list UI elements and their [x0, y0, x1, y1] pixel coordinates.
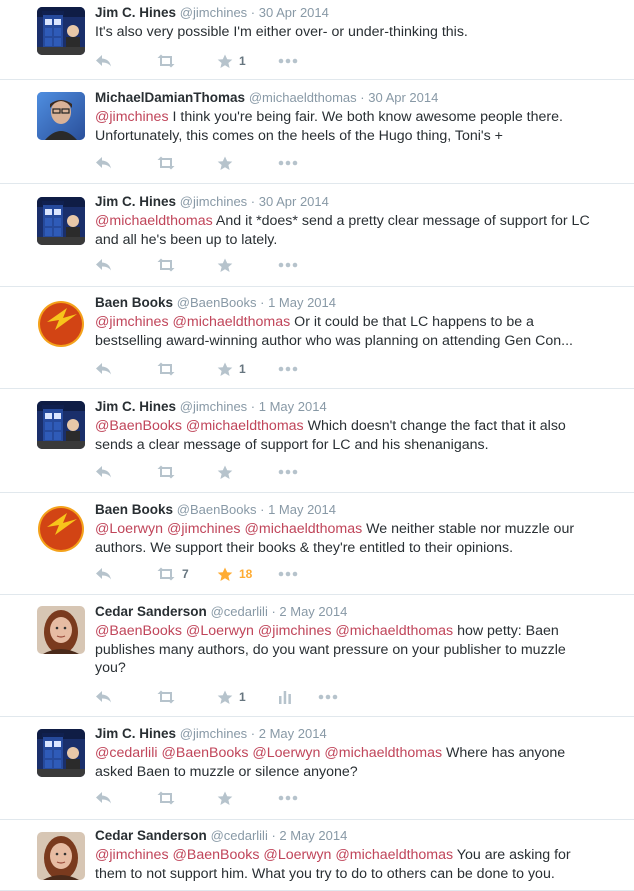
favorite-button[interactable] — [217, 362, 278, 377]
tweet-actions — [95, 155, 339, 171]
tweet-header — [95, 294, 624, 312]
tweet-text — [95, 744, 624, 781]
author-handle[interactable]: @jimchines — [179, 194, 248, 209]
tweet-actions — [95, 464, 339, 480]
more-button[interactable] — [278, 366, 339, 372]
tweet[interactable] — [0, 184, 634, 287]
reply-button[interactable] — [95, 362, 156, 376]
retweet-button[interactable] — [156, 258, 217, 272]
mention-link[interactable]: @jimchines — [95, 109, 169, 125]
date-separator: · — [247, 399, 259, 414]
retweet-icon — [156, 567, 176, 581]
star-icon — [217, 567, 233, 582]
tweet-actions — [95, 257, 339, 273]
retweet-icon — [156, 690, 176, 704]
date-separator: · — [247, 194, 259, 209]
reply-button[interactable] — [95, 567, 156, 581]
star-icon — [217, 362, 233, 377]
tweet[interactable] — [0, 287, 634, 389]
tweet-text — [95, 313, 624, 350]
reply-button[interactable] — [95, 465, 156, 479]
retweet-button[interactable] — [156, 54, 217, 68]
star-icon — [217, 690, 233, 705]
portrait-avatar[interactable] — [37, 92, 85, 140]
tweet-text-body: Or it could be that LC happens to be a — [290, 314, 534, 330]
tweet-header — [95, 827, 624, 845]
retweet-icon — [156, 54, 176, 68]
retweet-icon — [156, 258, 176, 272]
tweet-header — [95, 725, 624, 743]
more-dots-icon — [278, 160, 298, 166]
tweet-date[interactable]: 1 May 2014 — [268, 295, 336, 310]
star-icon — [217, 465, 233, 480]
mention-link[interactable]: @BaenBooks — [95, 418, 182, 434]
tweet[interactable] — [0, 0, 634, 80]
mention-link[interactable]: @michaeldthomas — [185, 418, 304, 434]
tweet-text-line — [95, 763, 624, 782]
tweet-text-line — [95, 417, 624, 436]
date-separator: · — [247, 726, 259, 741]
tweet[interactable] — [0, 80, 634, 184]
tweet-actions — [95, 361, 339, 377]
mention-link[interactable]: @Loerwyn — [185, 623, 254, 639]
tweet-date[interactable]: 30 Apr 2014 — [368, 90, 439, 105]
tweet-header — [95, 193, 624, 211]
tweet-header — [95, 89, 624, 107]
mention-link[interactable]: @BaenBooks — [172, 847, 260, 863]
reply-button[interactable] — [95, 791, 156, 805]
tweet-text-line — [95, 313, 624, 332]
author-name[interactable]: Baen Books — [95, 502, 174, 517]
more-button[interactable] — [278, 795, 339, 801]
bar-chart-icon — [278, 690, 292, 704]
tweet-text-line — [95, 231, 624, 250]
tweet-actions — [95, 790, 339, 806]
tweet-text-body: I think you're being fair. We both know awesome people there. — [168, 109, 563, 125]
tweet-text-line — [95, 622, 624, 641]
tweet-actions — [95, 689, 379, 705]
tweet-text-line — [95, 539, 624, 558]
author-handle[interactable]: @jimchines — [179, 5, 248, 20]
star-icon — [217, 258, 233, 273]
tweet-text-body: sends a clear message of support for LC and his shenanigans. — [95, 436, 489, 453]
reply-icon — [95, 690, 112, 704]
tweet-date[interactable]: 30 Apr 2014 — [258, 5, 329, 20]
tweet-text-line — [95, 846, 624, 865]
more-button[interactable] — [278, 262, 339, 268]
tweet-text — [95, 846, 624, 883]
tweet-text-line — [95, 641, 624, 660]
retweet-icon — [156, 465, 176, 479]
retweet-button[interactable] — [156, 156, 217, 170]
tweet-header — [95, 603, 624, 621]
tweet-text-body: Where has anyone — [442, 745, 566, 761]
author-name[interactable]: Jim C. Hines — [95, 194, 177, 209]
tweet-text-body: Unfortunately, this comes on the heels of the Hugo thing, Toni's + — [95, 127, 503, 144]
retweet-icon — [156, 156, 176, 170]
tweet[interactable] — [0, 493, 634, 595]
reply-icon — [95, 54, 112, 68]
retweet-button[interactable] — [156, 791, 217, 805]
more-button[interactable] — [278, 160, 339, 166]
stats-button[interactable] — [278, 690, 318, 704]
reply-button[interactable] — [95, 54, 156, 68]
tweet-text-body: authors. We support their books & they're entitled to their opinions. — [95, 539, 514, 556]
tweet[interactable] — [0, 389, 634, 493]
author-name[interactable]: Jim C. Hines — [95, 5, 177, 20]
date-separator: · — [256, 502, 269, 517]
mention-link[interactable]: @jimchines — [257, 623, 332, 639]
cedar-avatar[interactable] — [37, 832, 85, 880]
more-button[interactable] — [278, 58, 339, 64]
tweet-text — [95, 622, 624, 678]
author-handle[interactable]: @cedarlili — [210, 604, 268, 619]
retweet-button[interactable] — [156, 465, 217, 479]
reply-button[interactable] — [95, 156, 156, 170]
mention-link[interactable]: @cedarlili — [95, 745, 158, 761]
tardis-avatar[interactable] — [37, 197, 85, 245]
retweet-icon — [156, 791, 176, 805]
tweet-text-line — [95, 436, 624, 455]
tweet-text — [95, 520, 624, 557]
mention-link[interactable]: @michaeldthomas — [95, 213, 213, 229]
reply-icon — [95, 362, 112, 376]
favorite-count: 18 — [239, 567, 253, 581]
mention-link[interactable]: @jimchines — [166, 521, 241, 537]
tweet-date[interactable]: 30 Apr 2014 — [258, 194, 329, 209]
date-separator: · — [356, 90, 369, 105]
favorite-button[interactable] — [217, 791, 278, 806]
reply-icon — [95, 258, 112, 272]
reply-icon — [95, 567, 112, 581]
date-separator: · — [267, 604, 280, 619]
tweet-text-body: how petty: Baen — [453, 623, 559, 639]
more-button[interactable] — [318, 694, 379, 700]
more-dots-icon — [278, 571, 298, 577]
more-button[interactable] — [278, 469, 339, 475]
more-button[interactable] — [278, 571, 339, 577]
tweet-header — [95, 4, 624, 22]
mention-link[interactable]: @michaeldthomas — [172, 314, 291, 330]
star-icon — [217, 791, 233, 806]
tweet-text-line — [95, 23, 624, 42]
tardis-avatar[interactable] — [37, 7, 85, 55]
reply-icon — [95, 156, 112, 170]
tweet-text-body: Which doesn't change the fact that it also — [303, 418, 566, 434]
more-dots-icon — [278, 262, 298, 268]
tweet-text — [95, 108, 624, 145]
favorite-button[interactable] — [217, 465, 278, 480]
tweet-text-body: You are asking for — [453, 847, 571, 863]
cedar-avatar[interactable] — [37, 606, 85, 654]
baen-logo[interactable] — [37, 300, 85, 348]
reply-icon — [95, 465, 112, 479]
tweet-text-line — [95, 520, 624, 539]
favorite-button[interactable] — [217, 567, 278, 582]
date-separator: · — [267, 828, 280, 843]
retweet-count: 7 — [182, 567, 189, 581]
author-handle[interactable]: @jimchines — [179, 399, 248, 414]
more-dots-icon — [278, 795, 298, 801]
tweet-date[interactable]: 1 May 2014 — [258, 399, 327, 414]
star-icon — [217, 54, 233, 69]
tweet-text-line — [95, 744, 624, 763]
reply-button[interactable] — [95, 690, 156, 704]
tweet-text-body: bestselling award-winning author who was planning on attending Gen Con... — [95, 332, 573, 349]
mention-link[interactable]: @Loerwyn — [263, 847, 332, 863]
author-handle[interactable]: @cedarlili — [210, 828, 268, 843]
author-handle[interactable]: @michaeldthomas — [248, 90, 357, 105]
tweet-text-line — [95, 865, 624, 884]
author-name[interactable]: MichaelDamianThomas — [95, 90, 246, 105]
tweet-date[interactable]: 2 May 2014 — [279, 828, 348, 843]
reply-icon — [95, 791, 112, 805]
mention-link[interactable]: @jimchines — [95, 847, 169, 863]
tardis-avatar[interactable] — [37, 729, 85, 777]
date-separator: · — [256, 295, 269, 310]
tweet-text — [95, 23, 624, 42]
retweet-button[interactable] — [156, 690, 217, 704]
tweet-date[interactable]: 2 May 2014 — [279, 604, 348, 619]
favorite-count: 1 — [239, 54, 246, 68]
tweet-text-line — [95, 127, 624, 146]
favorite-count: 1 — [239, 690, 246, 704]
tweet-header — [95, 501, 624, 519]
baen-logo[interactable] — [37, 505, 85, 553]
author-name[interactable]: Jim C. Hines — [95, 399, 177, 414]
author-name[interactable]: Cedar Sanderson — [95, 828, 207, 843]
author-name[interactable]: Jim C. Hines — [95, 726, 177, 741]
tweet-text-body: publishes many authors, do you want pressure on your publisher to muzzle — [95, 641, 566, 658]
tweet[interactable] — [0, 595, 634, 717]
tweet-text — [95, 417, 624, 454]
tweet-text-body: them to not support him. What you try to do to others can be done to you. — [95, 865, 555, 882]
tweet-text-line — [95, 108, 624, 127]
more-dots-icon — [278, 366, 298, 372]
mention-link[interactable]: @michaeldthomas — [335, 623, 454, 639]
tweet-text-line — [95, 659, 624, 678]
retweet-button[interactable] — [156, 362, 217, 376]
favorite-count: 1 — [239, 362, 246, 376]
tweet-text-body: asked Baen to muzzle or silence anyone? — [95, 763, 358, 780]
mention-link[interactable]: @michaeldthomas — [244, 521, 363, 537]
tweet-text-line — [95, 332, 624, 351]
tweet-text — [95, 212, 624, 249]
mention-link[interactable]: @Loerwyn — [95, 521, 164, 537]
tweet-actions — [95, 53, 339, 69]
favorite-button[interactable] — [217, 54, 278, 69]
tweet-text-body: It's also very possible I'm either over- or under-thinking this. — [95, 24, 468, 40]
tweet-date[interactable]: 1 May 2014 — [268, 502, 336, 517]
date-separator: · — [247, 5, 259, 20]
tweet-text-body: you? — [95, 660, 126, 676]
tweet-text-line — [95, 212, 624, 231]
tweet[interactable] — [0, 717, 634, 820]
tweet-actions — [95, 566, 339, 582]
tweet-text-body: And it *does* send a pretty clear message of support for LC — [212, 213, 590, 229]
author-handle[interactable]: @BaenBooks — [176, 295, 257, 310]
reply-button[interactable] — [95, 258, 156, 272]
mention-link[interactable]: @BaenBooks — [161, 745, 249, 761]
retweet-icon — [156, 362, 176, 376]
author-name[interactable]: Baen Books — [95, 295, 174, 310]
more-dots-icon — [278, 469, 298, 475]
more-dots-icon — [278, 58, 298, 64]
star-icon — [217, 156, 233, 171]
mention-link[interactable]: @jimchines — [95, 314, 169, 330]
favorite-button[interactable] — [217, 156, 278, 171]
more-dots-icon — [318, 694, 338, 700]
mention-link[interactable]: @Loerwyn — [252, 745, 321, 761]
favorite-button[interactable] — [217, 690, 278, 705]
favorite-button[interactable] — [217, 258, 278, 273]
tardis-avatar[interactable] — [37, 401, 85, 449]
retweet-button[interactable] — [156, 567, 217, 581]
tweet[interactable] — [0, 820, 634, 891]
tweet-date[interactable]: 2 May 2014 — [258, 726, 327, 741]
author-handle[interactable]: @jimchines — [179, 726, 248, 741]
mention-link[interactable]: @BaenBooks — [95, 623, 182, 639]
author-handle[interactable]: @BaenBooks — [176, 502, 257, 517]
author-name[interactable]: Cedar Sanderson — [95, 604, 207, 619]
tweet-text-body: and all he's been up to lately. — [95, 231, 278, 248]
mention-link[interactable]: @michaeldthomas — [324, 745, 443, 761]
tweet-text-body: We neither stable nor muzzle our — [362, 521, 575, 537]
tweet-header — [95, 398, 624, 416]
mention-link[interactable]: @michaeldthomas — [335, 847, 454, 863]
